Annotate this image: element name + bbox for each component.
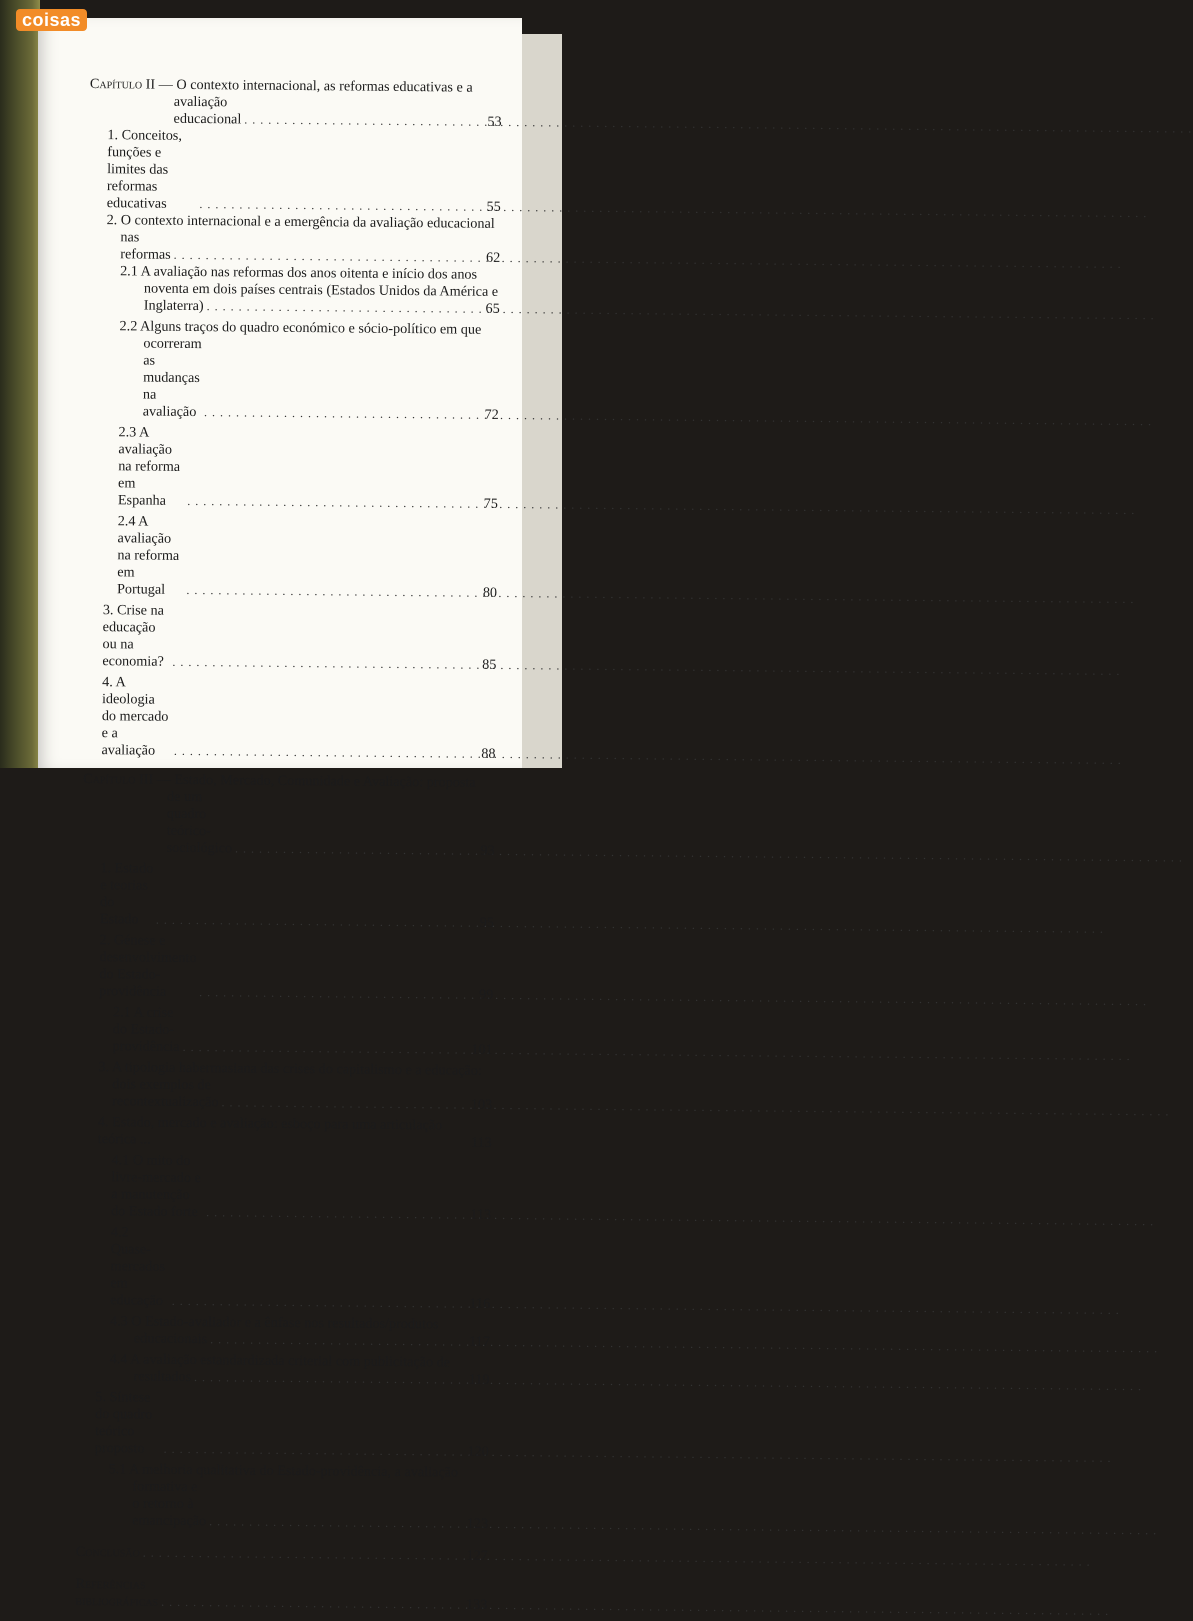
toc-entry: 2. O contexto internacional e a emergência da avaliação educacional xyxy=(106,212,495,232)
toc-entry-cont: ocorreram as mudanças na avaliação . . . 72 xyxy=(87,335,500,424)
chapter-2-title-2: avaliação educacional xyxy=(173,93,242,128)
chapter-3-title-2: de um quadro teórico-sociológico xyxy=(166,788,233,857)
toc-entry: 4.4 A avaliação estandardizada criterial com publicitação de xyxy=(109,1351,451,1371)
chapter-2-label: Capítulo II xyxy=(89,76,156,93)
toc-entry: 2.1 A crise do Estado-providência . . . 101 xyxy=(81,1004,493,1059)
toc-entry-cont: dois exemplos de recontextualização . . . 103 xyxy=(80,1076,492,1114)
toc-entry: 2. Génese e desenvolvimento do Estado-providência . . . 99 xyxy=(81,932,494,1004)
chapter-3-title-1: — Estado, Mercado, Comunidade e Avaliação: proposta xyxy=(156,771,476,791)
toc-entry-cont: nas reformas . . . 62 xyxy=(88,229,500,267)
toc-entry-cont: educacionais . . . 117 xyxy=(78,1330,490,1351)
toc-entry: 5.1 A melhoria qualitativa do Estado-providência, a avaliação xyxy=(108,1461,459,1481)
toc-entry-cont: resultados . . . 119 xyxy=(77,1368,489,1389)
chapter-3-label: Capítulo III xyxy=(83,770,154,788)
toc-entry: 2.4 A avaliação na reforma em Portugal . . . 80 xyxy=(85,513,498,602)
toc-entry: 2.3 A avaliação na reforma em Espanha . . . 75 xyxy=(86,424,499,513)
conclusion-label: Conclusão xyxy=(75,1543,140,1561)
toc-entry: 4.3 O Estado-avaliador e a ênfase nos resultados/produtos xyxy=(109,1313,439,1333)
toc-entry-cont: formativa e o retorno à emancipação . . . 123 xyxy=(76,1478,488,1533)
toc-entry: 3. Crise na educação ou na economia? . . . 85 xyxy=(84,602,497,674)
toc-entry-cont: Inglaterra) . . . 65 xyxy=(88,297,500,318)
table-of-contents xyxy=(75,76,502,1614)
conclusion-page: 127 xyxy=(466,1547,488,1564)
book-spine-edge xyxy=(0,0,40,768)
references-page: 133 xyxy=(465,1596,488,1613)
toc-entry: 1. Estado e teorias do Estado . . . 95 xyxy=(82,860,495,932)
chapter-3-page: 93 xyxy=(480,842,495,859)
toc-entry: 2.2 Alguns traços do quadro económico e sócio-político em que xyxy=(119,318,482,338)
toc-entry: 4.1 O mito do livre-mercado e a manutenção do Estado forte . . . 113 xyxy=(79,1152,492,1224)
references-label: Referências bibliográficas xyxy=(75,1575,159,1610)
toc-entry: 4.2 Quase-mercados em educação . . . 116 xyxy=(78,1224,491,1313)
toc-entry: 5. Síntese do quadro teórico proposto . . . 120 xyxy=(77,1389,490,1461)
toc-entry: 3. A tipologia habermasiana das crises do capitalismo e a educação: xyxy=(98,1059,482,1079)
references-entry xyxy=(75,1576,487,1614)
toc-entry-cont: noventa em dois países centrais (Estados Unidos da América e xyxy=(143,280,499,300)
toc-entry: 1. Conceitos, funções e limites das reformas educativas . . . 55 xyxy=(89,127,502,216)
chapter-3-heading-cont xyxy=(83,788,496,860)
chapter-2-title-1: — O contexto internacional, as reformas educativas e a xyxy=(158,76,473,96)
site-watermark: coisas xyxy=(16,9,87,31)
chapter-2-page: 53 xyxy=(487,113,502,130)
chapter-2-heading-cont xyxy=(90,93,502,131)
toc-entry: 2.1 A avaliação nas reformas dos anos oitenta e início dos anos xyxy=(120,263,478,283)
toc-entry: 4. Estado, mercado e avaliação: esboço para uma articulação teórica ... 113 xyxy=(97,1114,492,1151)
toc-entry: 4. A ideologia do mercado e a avaliação . . . 88 xyxy=(83,674,496,763)
